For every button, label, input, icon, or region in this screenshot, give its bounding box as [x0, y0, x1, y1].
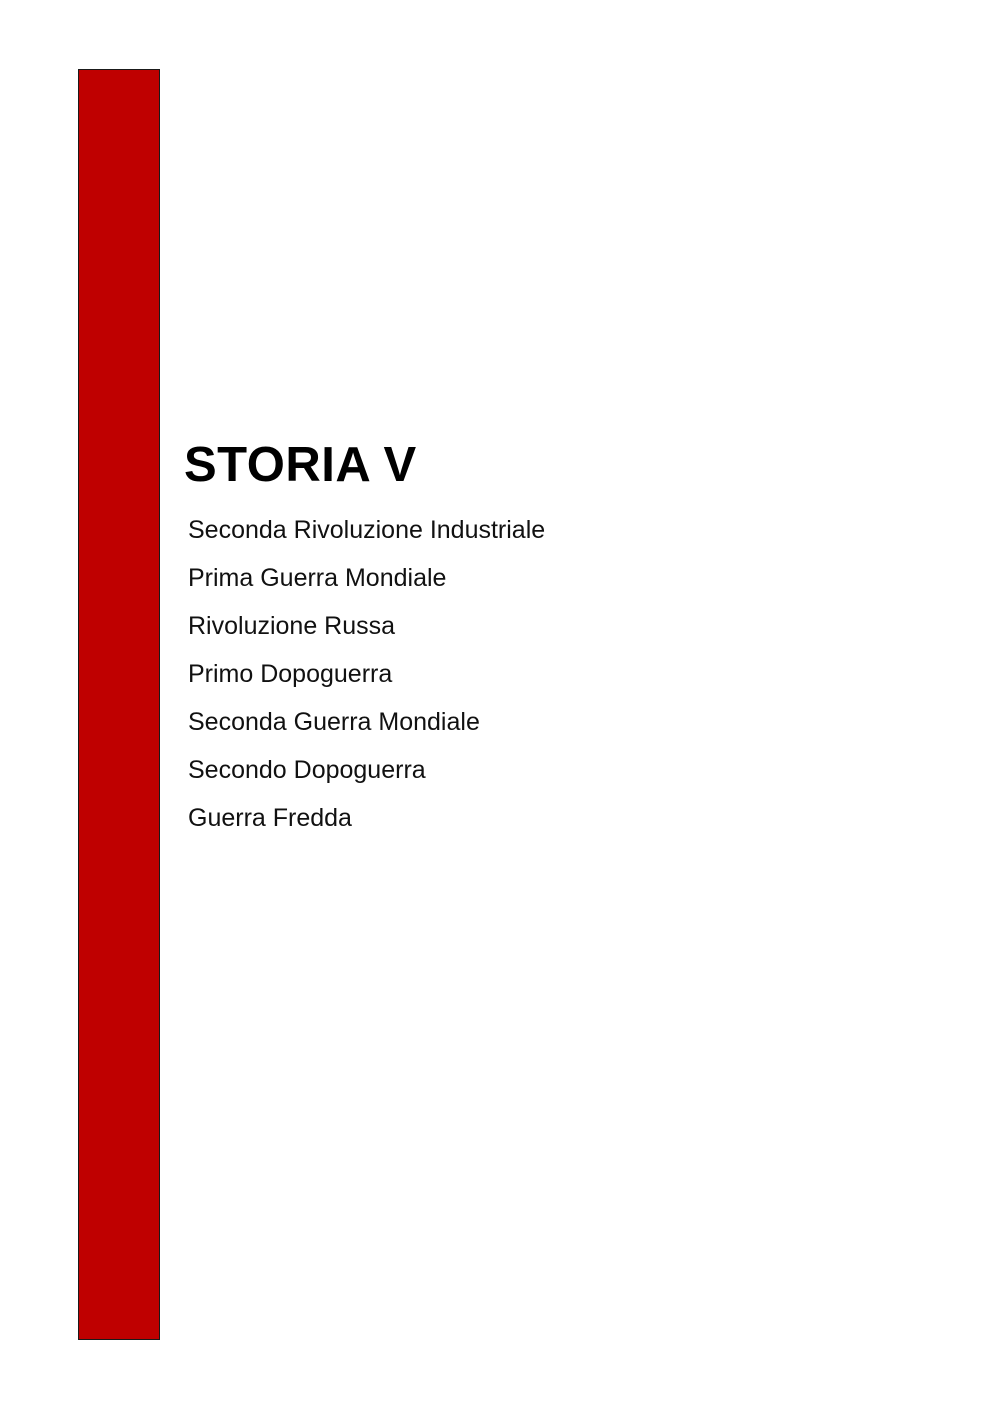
topic-item: Secondo Dopoguerra	[188, 756, 426, 784]
topic-item: Rivoluzione Russa	[188, 612, 396, 640]
cover-content	[184, 436, 944, 842]
page-title: STORIA V	[184, 438, 417, 492]
topic-item: Guerra Fredda	[188, 804, 352, 832]
topic-item: Primo Dopoguerra	[188, 660, 393, 688]
topic-item: Seconda Guerra Mondiale	[188, 708, 480, 736]
topic-item: Prima Guerra Mondiale	[188, 564, 447, 592]
topic-list	[188, 506, 944, 842]
topic-item: Seconda Rivoluzione Industriale	[188, 516, 546, 544]
red-side-bar	[78, 69, 160, 1340]
